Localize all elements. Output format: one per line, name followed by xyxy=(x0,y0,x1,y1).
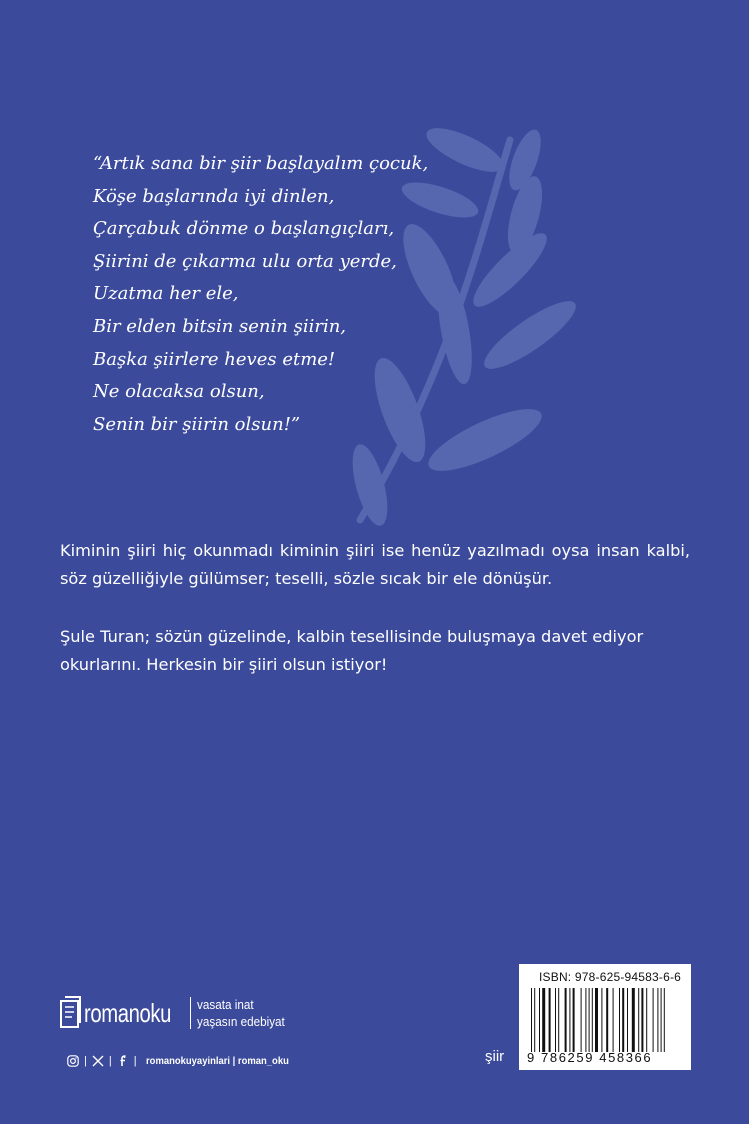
poem-line: Senin bir şiirin olsun!” xyxy=(93,413,301,435)
poem-line: Ne olacaksa olsun, xyxy=(93,381,265,403)
slogan-divider xyxy=(190,997,191,1029)
barcode-bar xyxy=(589,988,590,1052)
barcode-bar xyxy=(622,988,624,1052)
publisher-slogan xyxy=(197,996,285,1030)
poem-line: Bir elden bitsin senin şiirin, xyxy=(93,315,347,337)
barcode-bar xyxy=(613,988,614,1052)
barcode-bar xyxy=(565,988,567,1052)
barcode-bar xyxy=(558,988,559,1052)
barcode-digits: 9 786259 458366 xyxy=(527,1050,653,1065)
poem-line: Başka şiirlere heves etme! xyxy=(93,348,336,370)
barcode-bar xyxy=(657,988,658,1052)
isbn-number: 978-625-94583-6-6 xyxy=(574,970,682,984)
barcode-bar xyxy=(601,988,602,1052)
social-handles[interactable]: romanokuyayinlari | roman_oku xyxy=(145,1055,289,1067)
social-separator: | xyxy=(84,1055,87,1067)
barcode-bar xyxy=(606,988,608,1052)
barcode-bar xyxy=(641,988,643,1052)
social-separator: | xyxy=(133,1055,137,1067)
x-icon[interactable] xyxy=(92,1055,104,1067)
barcode-bar xyxy=(549,988,551,1052)
barcode-bar xyxy=(585,988,586,1052)
barcode-bar xyxy=(646,988,647,1052)
barcode-bar xyxy=(573,988,575,1052)
publisher-wordmark: romanoku xyxy=(84,997,172,1028)
poem-excerpt xyxy=(93,148,493,441)
poem-line: Uzatma her ele, xyxy=(93,283,239,305)
barcode-bar xyxy=(542,988,545,1052)
author-paragraph xyxy=(60,623,690,679)
barcode-bar xyxy=(539,988,540,1052)
slogan-line: yaşasın edebiyat xyxy=(197,1014,285,1029)
author-paragraph-text: ; sözün güzelinde, kalbin tesellisinde buluşmaya davet ediyor okurlarını. Herkesin bir şiiri olsun istiyor! xyxy=(60,627,644,674)
barcode-bars xyxy=(529,988,681,1052)
isbn-barcode xyxy=(519,964,691,1070)
isbn-text xyxy=(539,970,681,984)
barcode-bar xyxy=(555,988,556,1052)
social-separator: | xyxy=(108,1055,112,1067)
barcode-bar xyxy=(653,988,654,1052)
barcode-bar xyxy=(592,988,593,1052)
poem-line: Şiirini de çıkarma ulu orta yerde, xyxy=(93,250,397,272)
book-icon xyxy=(58,993,82,1033)
social-links xyxy=(67,1052,304,1070)
barcode-bar xyxy=(619,988,620,1052)
barcode-bar xyxy=(627,988,628,1052)
author-name: Şule Turan xyxy=(60,627,145,646)
barcode-bar xyxy=(595,988,598,1052)
genre-label: şiir xyxy=(485,1048,505,1065)
barcode-bar xyxy=(664,988,665,1052)
poem-line: Çarçabuk dönme o başlangıçları, xyxy=(93,218,395,240)
barcode-bar xyxy=(581,988,582,1052)
instagram-icon[interactable] xyxy=(67,1055,79,1067)
blurb-paragraph: Kiminin şiiri hiç okunmadı kiminin şiiri ise henüz yazılmadı oysa insan kalbi, söz güzelliğiyle gülümser; teselli, sözle sıcak bir ele dönüşür. xyxy=(60,541,690,588)
barcode-bar xyxy=(534,988,535,1052)
facebook-icon[interactable] xyxy=(117,1055,129,1067)
barcode-bar xyxy=(632,988,635,1052)
barcode-bar xyxy=(569,988,570,1052)
poem-line: “Artık sana bir şiir başlayalım çocuk, xyxy=(93,153,429,174)
isbn-label: ISBN: xyxy=(539,970,572,984)
barcode-bar xyxy=(661,988,662,1052)
slogan-line: vasata inat xyxy=(197,997,254,1012)
barcode-bar xyxy=(531,988,532,1052)
barcode-bar xyxy=(638,988,639,1052)
poem-line: Köşe başlarında iyi dinlen, xyxy=(93,185,335,207)
publisher-logo xyxy=(58,988,295,1038)
